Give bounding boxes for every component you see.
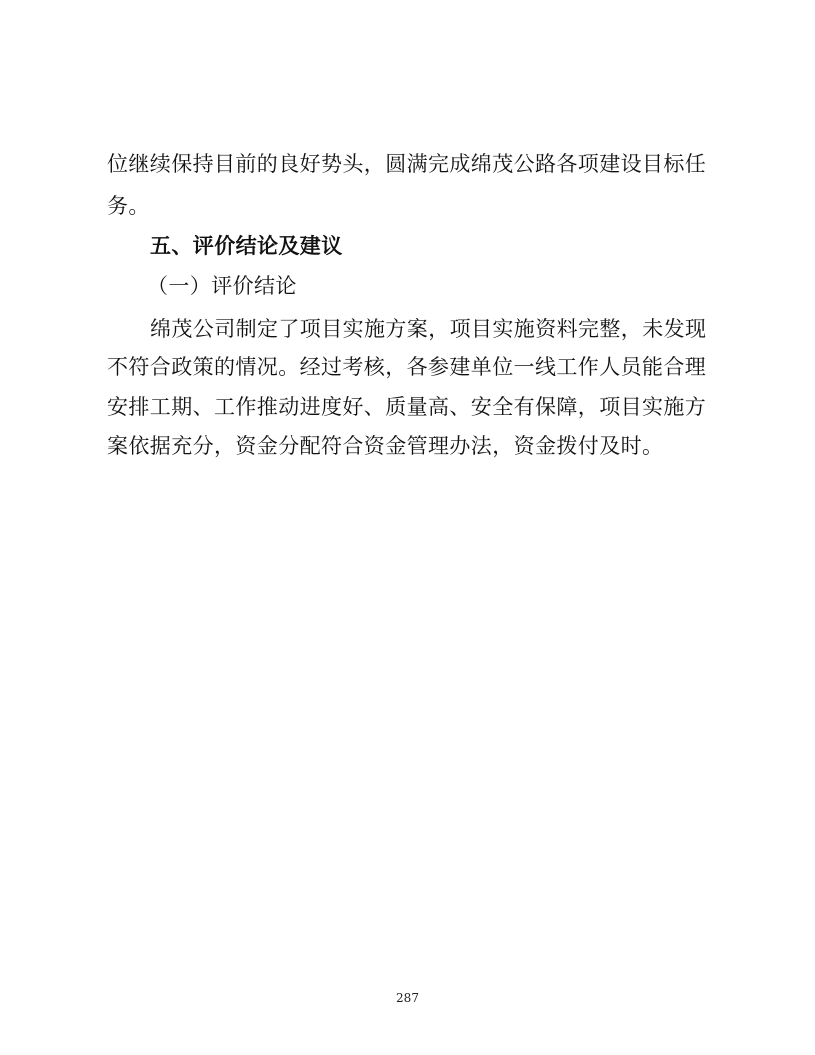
conclusion-paragraph-line-2: 不符合政策的情况。经过考核，各参建单位一线工作人员能合理 xyxy=(107,355,707,379)
paragraph-continued-line-2: 务。 xyxy=(107,194,150,218)
conclusion-paragraph-line-1: 绵茂公司制定了项目实施方案，项目实施资料完整，未发现 xyxy=(150,317,707,341)
subsection-heading: （一）评价结论 xyxy=(147,274,297,298)
page-number: 287 xyxy=(396,991,419,1005)
conclusion-paragraph-line-3: 安排工期、工作推动进度好、质量高、安全有保障，项目实施方 xyxy=(107,395,707,419)
conclusion-paragraph-line-4: 案依据充分，资金分配符合资金管理办法，资金拨付及时。 xyxy=(107,434,664,458)
paragraph-continued-line-1: 位继续保持目前的良好势头，圆满完成绵茂公路各项建设目标任 xyxy=(107,152,707,176)
section-heading: 五、评价结论及建议 xyxy=(150,234,343,258)
